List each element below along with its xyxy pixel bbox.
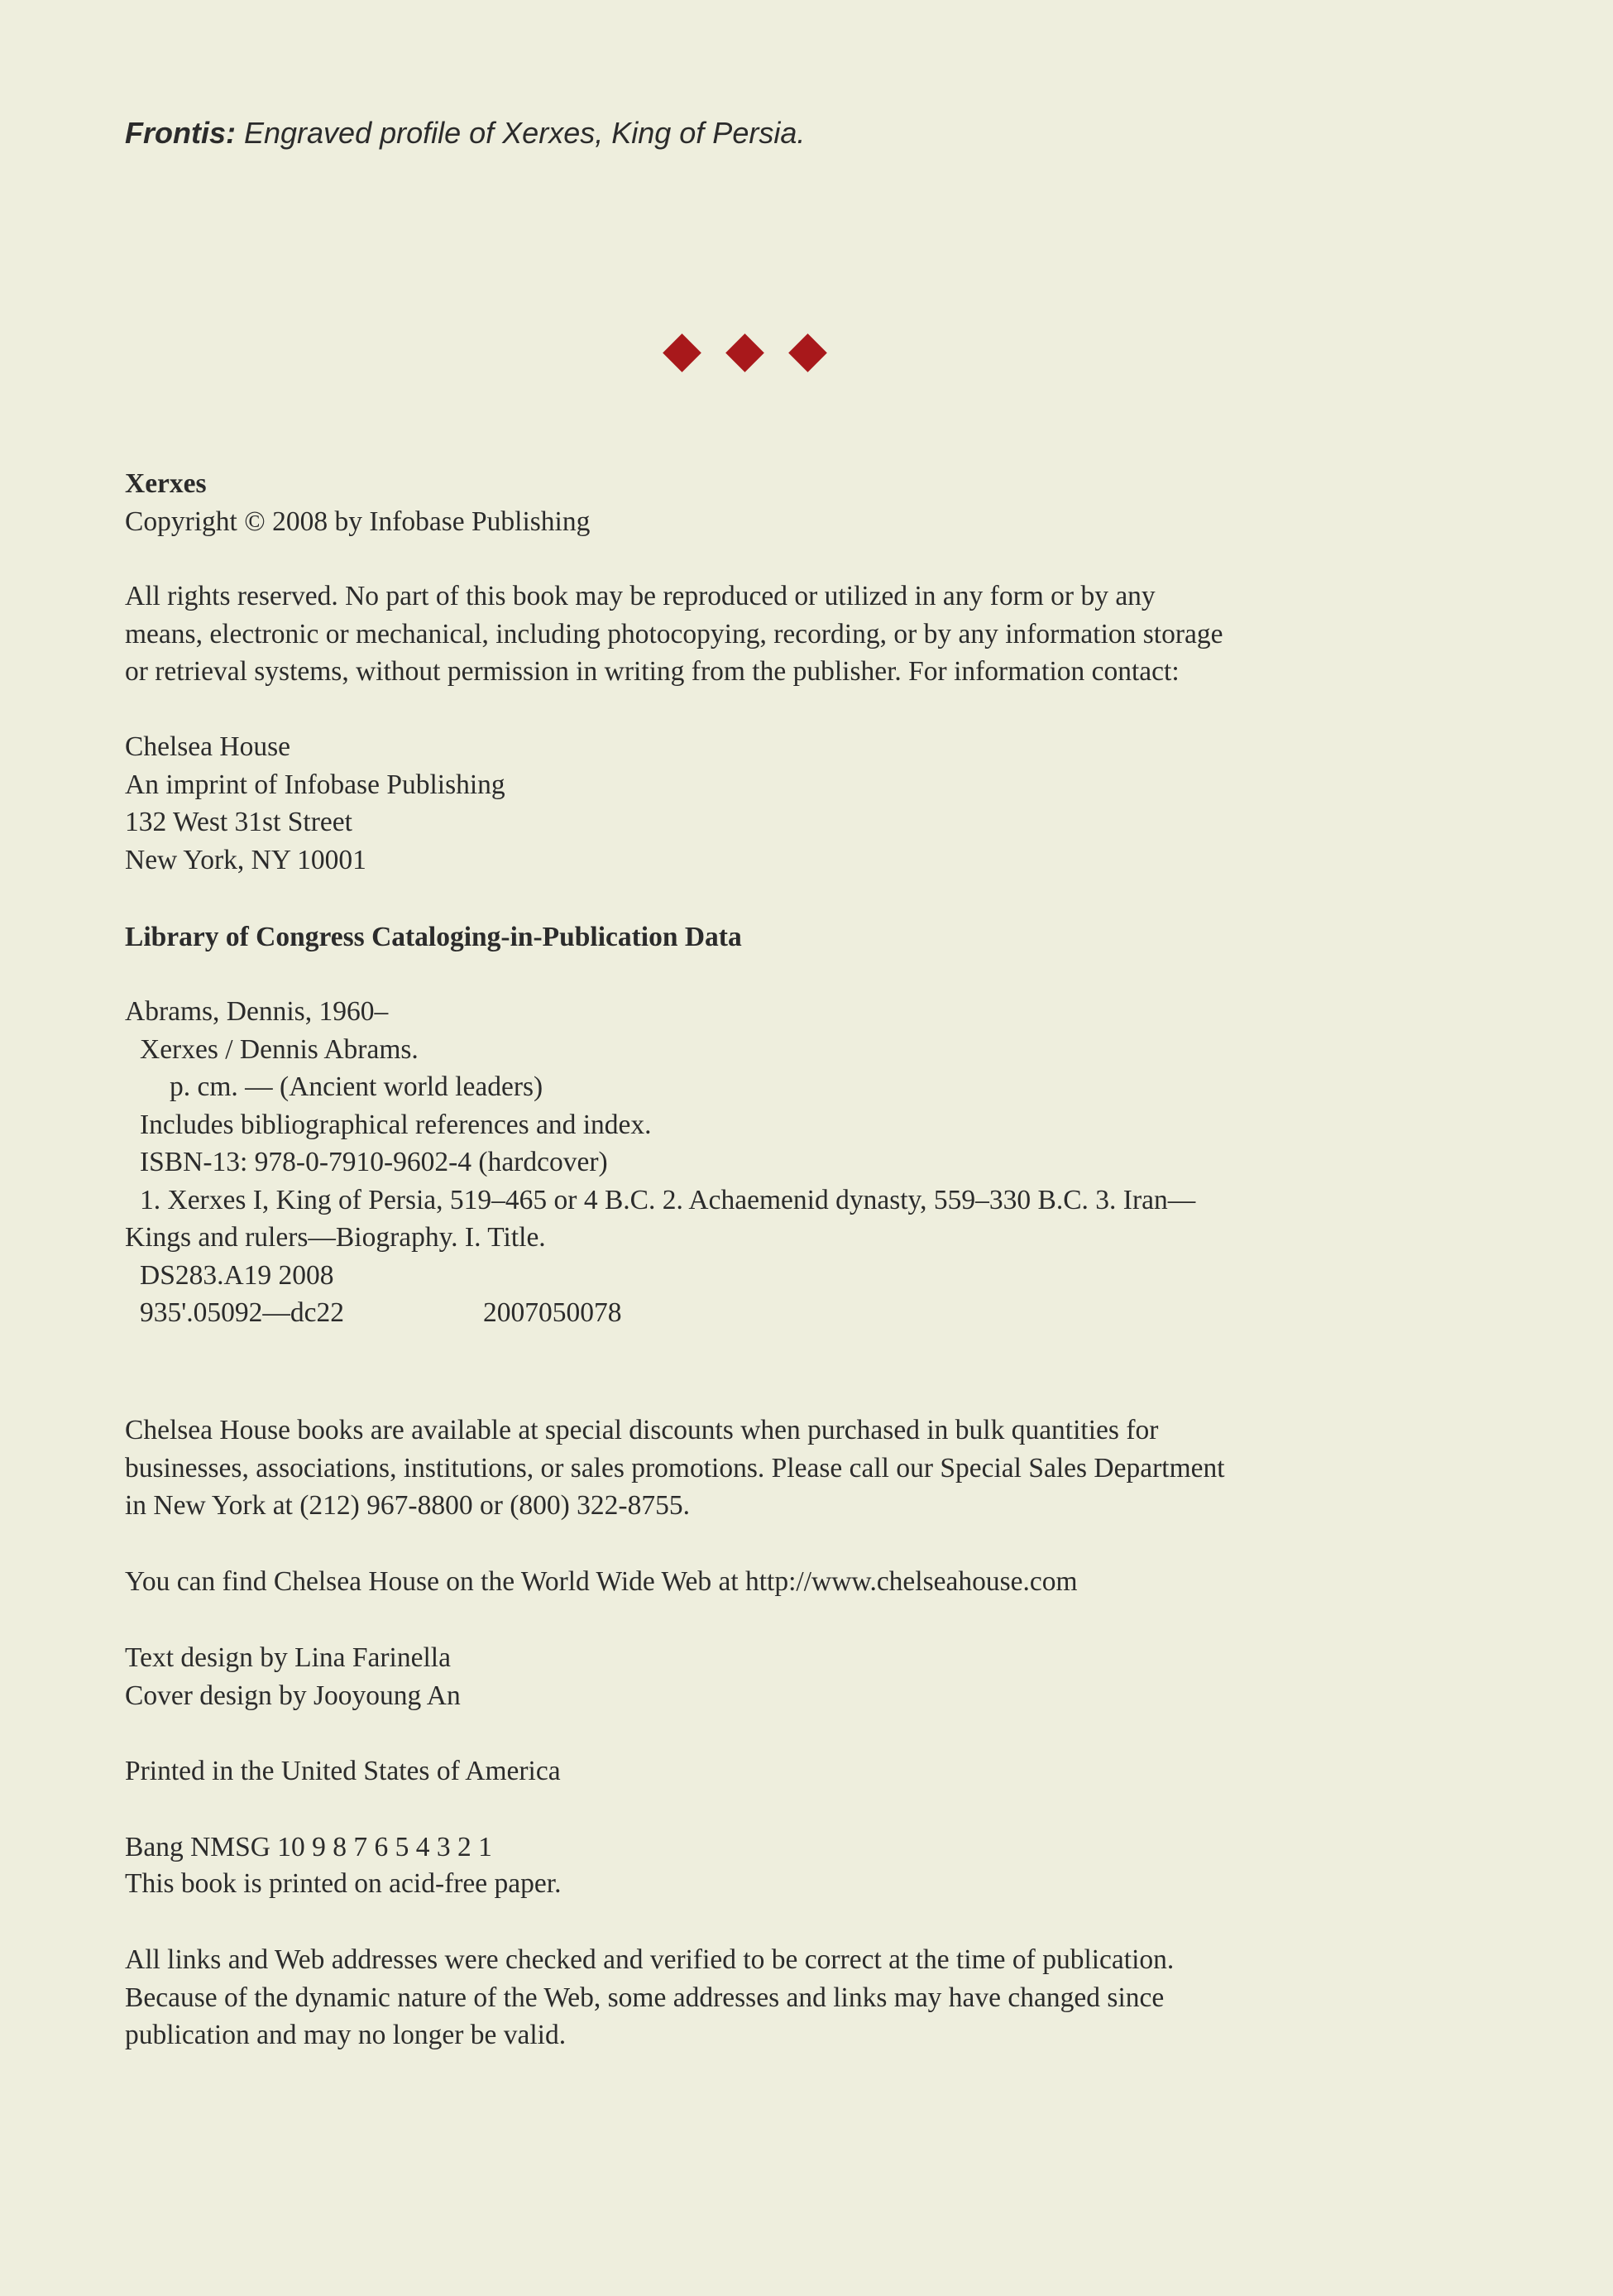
title-block — [125, 465, 590, 540]
cip-dewey-line — [125, 1294, 1195, 1332]
printed-line: Printed in the United States of America — [125, 1756, 561, 1786]
diamond-icon — [788, 333, 827, 372]
sales-line: Chelsea House books are available at special discounts when purchased in bulk quantities for — [125, 1415, 1159, 1445]
cip-record — [125, 993, 1195, 1332]
links-notice-line: Because of the dynamic nature of the Web, some addresses and links may have changed since — [125, 1982, 1165, 2013]
book-title: Xerxes — [125, 468, 207, 499]
publisher-city: New York, NY 10001 — [125, 844, 366, 875]
printing-line: Bang NMSG 10 9 8 7 6 5 4 3 2 1 — [125, 1832, 492, 1862]
publisher-name: Chelsea House — [125, 731, 291, 762]
credits-block — [125, 1639, 461, 1714]
cip-subjects: 1. Xerxes I, King of Persia, 519–465 or 4 B.C. 2. Achaemenid dynasty, 559–330 B.C. 3. Iran— — [140, 1184, 1196, 1215]
cip-heading-block — [125, 918, 742, 956]
web-block — [125, 1563, 1078, 1601]
cip-title: Xerxes / Dennis Abrams. — [140, 1033, 419, 1065]
sales-paragraph — [125, 1412, 1225, 1525]
diamond-icon — [663, 333, 701, 372]
printing-line-block — [125, 1829, 492, 1867]
rights-line: means, electronic or mechanical, including photocopying, recording, or by any information storage — [125, 618, 1223, 649]
publisher-street: 132 West 31st Street — [125, 807, 352, 837]
links-notice — [125, 1941, 1174, 2054]
cip-lccn: 2007050078 — [483, 1297, 622, 1328]
paper-block — [125, 1865, 561, 1903]
cip-author: Abrams, Dennis, 1960– — [125, 996, 389, 1027]
publisher-imprint: An imprint of Infobase Publishing — [125, 769, 505, 800]
frontis-text: Engraved profile of Xerxes, King of Persia. — [235, 116, 806, 150]
links-notice-line: All links and Web addresses were checked and verified to be correct at the time of publication. — [125, 1944, 1175, 1975]
frontis-caption — [125, 116, 805, 151]
paper-line: This book is printed on acid-free paper. — [125, 1868, 562, 1899]
publisher-address — [125, 728, 505, 879]
cip-lc-class: DS283.A19 2008 — [140, 1259, 334, 1291]
cover-design-credit: Cover design by Jooyoung An — [125, 1680, 461, 1711]
rights-line: or retrieval systems, without permission in writing from the publisher. For information contact: — [125, 656, 1180, 687]
text-design-credit: Text design by Lina Farinella — [125, 1642, 451, 1673]
sales-line: businesses, associations, institutions, or sales promotions. Please call our Special Sales Department — [125, 1452, 1225, 1484]
cip-subjects-continued: Kings and rulers—Biography. I. Title. — [125, 1222, 546, 1253]
cip-dewey: 935'.05092—dc22 — [140, 1297, 345, 1328]
printed-block — [125, 1752, 561, 1790]
cip-series: p. cm. — (Ancient world leaders) — [170, 1071, 543, 1102]
diamond-ornament — [667, 333, 832, 374]
copyright-line: Copyright © 2008 by Infobase Publishing — [125, 506, 591, 537]
cip-notes: Includes bibliographical references and index. — [140, 1109, 652, 1140]
diamond-icon — [725, 333, 764, 372]
sales-line: in New York at (212) 967-8800 or (800) 322-8755. — [125, 1490, 690, 1521]
frontis-label: Frontis: — [125, 116, 236, 150]
cip-heading: Library of Congress Cataloging-in-Publication Data — [125, 922, 742, 952]
rights-line: All rights reserved. No part of this book may be reproduced or utilized in any form or by any — [125, 581, 1156, 611]
web-line: You can find Chelsea House on the World Wide Web at http://www.chelseahouse.com — [125, 1566, 1078, 1597]
links-notice-line: publication and may no longer be valid. — [125, 2020, 567, 2050]
cip-isbn: ISBN-13: 978-0-7910-9602-4 (hardcover) — [140, 1147, 608, 1177]
rights-paragraph — [125, 578, 1223, 691]
